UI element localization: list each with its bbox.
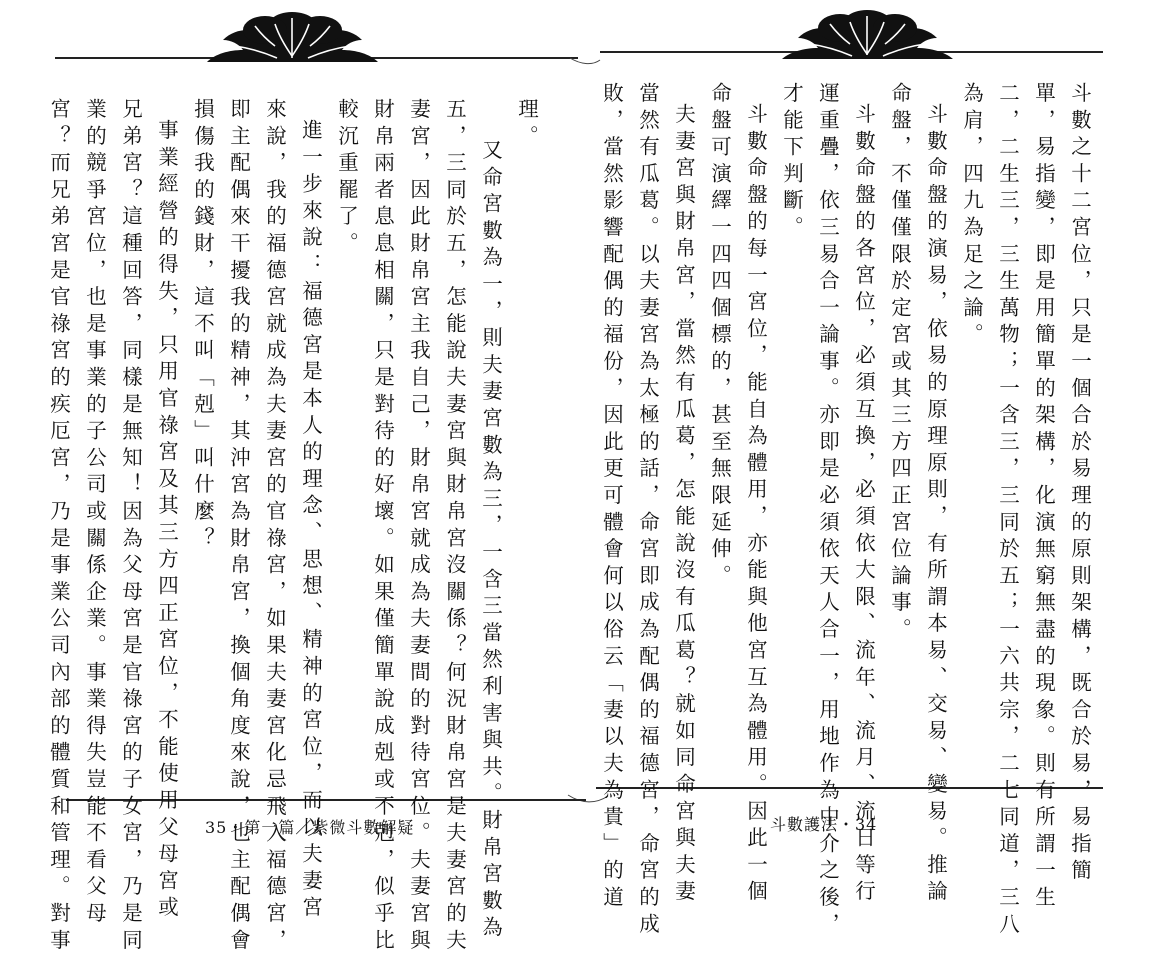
left-page-column-5: 財帛兩者息息相關，只是對待的好壞。如果僅簡單說成剋或不剋，似乎比 [370, 98, 395, 956]
left-page-column-14: 宮？而兄弟宮是官祿宮的疾厄宮，乃是事業公司內部的體質和管理。對事 [46, 98, 71, 956]
left-page-column-12: 兄弟宮？這種回答，同樣是無知！因為父母宮是官祿宮的子女宮，乃是同 [118, 98, 143, 956]
left-page-column-11: 事業經營的得失，只用官祿宮及其三方四正宮位，不能使用父母宮或 [154, 119, 179, 923]
right-page-column-8: 運重疊，依三易合一論事。亦即是必須依天人合一，用地作為中介之後， [815, 82, 840, 940]
right-page-column-7: 斗數命盤的各宮位，必須互換，必須依大限、流年、流月、流日等行 [851, 103, 876, 907]
left-page-column-2: 又命宮數為一，則夫妻宮數為三，一含三當然利害與共。財帛宮數為 [478, 139, 503, 943]
right-page-column-5: 斗數命盤的演易，依易的原理原則，有所謂本易、交易、變易。推論 [923, 103, 948, 907]
left-page-column-6: 較沉重罷了。 [334, 98, 359, 259]
flower-ornament-right [780, 5, 955, 61]
right-page-column-11: 命盤可演繹一四四個標的，甚至無限延伸。 [707, 82, 732, 592]
left-page-column-7: 進一步來說：福德宮是本人的理念、思想、精神的宮位，而以夫妻宮 [298, 119, 323, 923]
right-page-footer: 斗數護法・34 [770, 815, 878, 834]
left-page-column-4: 妻宮，因此財帛宮主我自己，財帛宮就成為夫妻間的對待宮位。夫妻宮與 [406, 98, 431, 956]
left-page-footer: 35・第一篇／紫微斗數解疑 [205, 818, 415, 837]
flower-ornament-left [205, 6, 380, 64]
right-page-column-1: 斗數之十二宮位，只是一個合於易理的原則架構，既合於易，易指簡 [1067, 82, 1092, 886]
right-page-column-12: 夫妻宮與財帛宮，當然有瓜葛，怎能說沒有瓜葛？就如同命宮與夫妻 [671, 103, 696, 907]
left-page-column-13: 業的競爭宮位，也是事業的子公司或關係企業。事業得失豈能不看父母 [82, 98, 107, 929]
right-page-column-2: 單，易指變，即是用簡單的架構，化演無窮無盡的現象。則有所謂一生 [1031, 82, 1056, 913]
right-page-column-6: 命盤，不僅僅限於定宮或其三方四正宮位論事。 [887, 82, 912, 645]
book-spine [540, 40, 640, 840]
left-page-column-8: 來說，我的福德宮就成為夫妻宮的官祿宮，如果夫妻宮化忌飛入福德宮， [262, 98, 287, 956]
right-page-column-10: 斗數命盤的每一宮位，能自為體用，亦能與他宮互為體用。因此一個 [743, 103, 768, 907]
bottom-rule-left [66, 799, 586, 801]
right-page-column-3: 二，二生三，三生萬物；一含三，三同於五；一六共宗，二七同道，三八 [995, 82, 1020, 940]
right-page-column-13: 當然有瓜葛。以夫妻宮為太極的話，命宮即成為配偶的福德宮，命宮的成 [635, 82, 660, 940]
right-page-column-4: 為肩，四九為足之論。 [959, 82, 984, 350]
left-page-column-9: 即主配偶來干擾我的精神，其沖宮為財帛宮，換個角度來說，也主配偶會 [226, 98, 251, 956]
left-page-column-10: 損傷我的錢財，這不叫「剋」叫什麼？ [190, 98, 215, 554]
right-page-column-14: 敗，當然影響配偶的福份，因此更可體會何以俗云「妻以夫為貴」的道 [599, 82, 624, 913]
right-page-column-9: 才能下判斷。 [779, 82, 804, 243]
left-page-column-1: 理。 [514, 98, 539, 152]
left-page-column-3: 五，三同於五，怎能說夫妻宮與財帛宮沒關係？何況財帛宮是夫妻宮的夫 [442, 98, 467, 956]
